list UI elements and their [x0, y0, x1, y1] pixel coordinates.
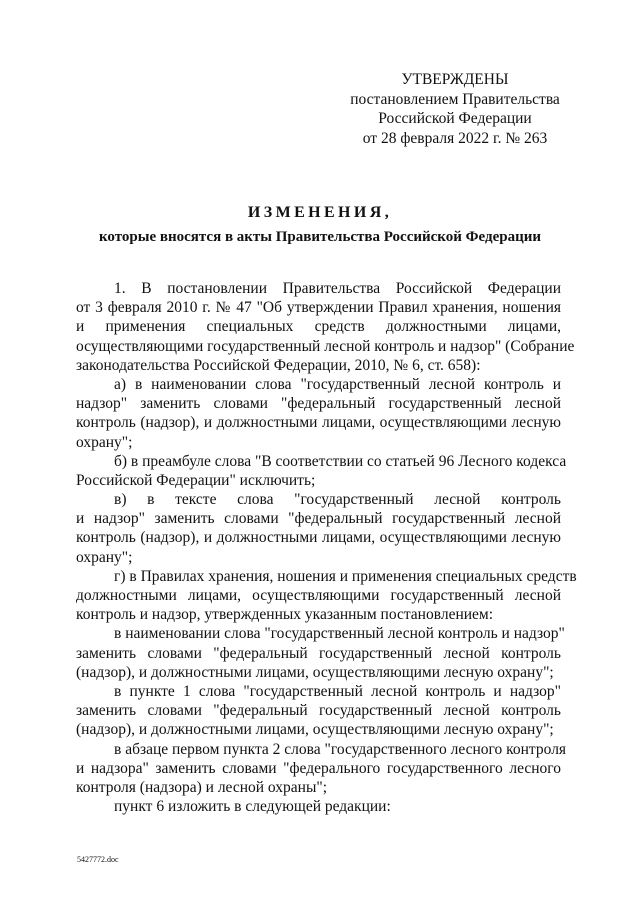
body-line: в наименовании слова "государственный лесной контроль и надзор": [114, 625, 565, 643]
body-line: контроль (надзор), и должностными лицами, осуществляющими лесную: [76, 414, 561, 432]
document-body: [76, 279, 577, 816]
body-line: в пункте 1 слова "государственный лесной контроль и надзор": [114, 682, 561, 700]
body-line: контроля (надзора) и лесной охраны";: [76, 778, 327, 796]
approval-line: Российской Федерации: [378, 110, 532, 127]
body-line: охрану";: [76, 548, 133, 566]
document-subtitle: которые вносятся в акты Правительства Российской Федерации: [98, 229, 542, 245]
body-line: заменить словами "федеральный государственный лесной контроль: [76, 644, 561, 662]
body-line: в) в тексте слова "государственный лесной контроль: [114, 491, 561, 509]
body-line: надзор" заменить словами "федеральный государственный лесной: [76, 395, 561, 413]
body-line: г) в Правилах хранения, ношения и применения специальных средств: [114, 567, 577, 585]
body-line: и надзора" заменить словами "федерального государственного лесного: [76, 759, 561, 777]
approval-date-line: от 28 февраля 2022 г. № 263: [362, 129, 548, 147]
body-line: заменить словами "федеральный государственный лесной контроль: [76, 702, 561, 720]
body-line: (надзор), и должностными лицами, осуществляющими лесную охрану";: [76, 721, 554, 739]
body-line: и надзор" заменить словами "федеральный государственный лесной: [76, 510, 561, 528]
body-line: б) в преамбуле слова "В соответствии со статьей 96 Лесного кодекса: [114, 452, 567, 470]
approval-stamp: [330, 70, 580, 148]
body-line: контроль (надзор), и должностными лицами, осуществляющими лесную: [76, 529, 561, 547]
approval-line: постановлением Правительства: [350, 90, 560, 108]
body-line: (надзор), и должностными лицами, осуществляющими лесную охрану";: [76, 663, 554, 681]
body-line: 1. В постановлении Правительства Российской Федерации: [114, 280, 561, 297]
body-line: должностными лицами, осуществляющими государственный лесной: [76, 587, 561, 604]
body-line: а) в наименовании слова "государственный лесной контроль и: [114, 375, 561, 393]
body-line: законодательства Российской Федерации, 2010, № 6, ст. 658):: [76, 356, 481, 374]
body-line: Российской Федерации" исключить;: [76, 471, 316, 489]
body-line: от 3 февраля 2010 г. № 47 "Об утверждении Правил хранения, ношения: [76, 299, 561, 317]
body-line: и применения специальных средств должностными лицами,: [76, 318, 561, 336]
body-line: пункт 6 изложить в следующей редакции:: [114, 798, 391, 816]
document-title: ИЗМЕНЕНИЯ,: [247, 204, 393, 221]
body-line: охрану";: [76, 433, 133, 451]
approval-line: УТВЕРЖДЕНЫ: [401, 71, 509, 88]
file-reference: 5427772.doc: [77, 855, 119, 864]
body-line: контроль и надзор, утвержденных указанным постановлением:: [76, 606, 494, 624]
body-line: в абзаце первом пункта 2 слова "государственного лесного контроля: [114, 740, 567, 758]
body-line: осуществляющими государственный лесной контроль и надзор" (Собрание: [76, 337, 575, 355]
